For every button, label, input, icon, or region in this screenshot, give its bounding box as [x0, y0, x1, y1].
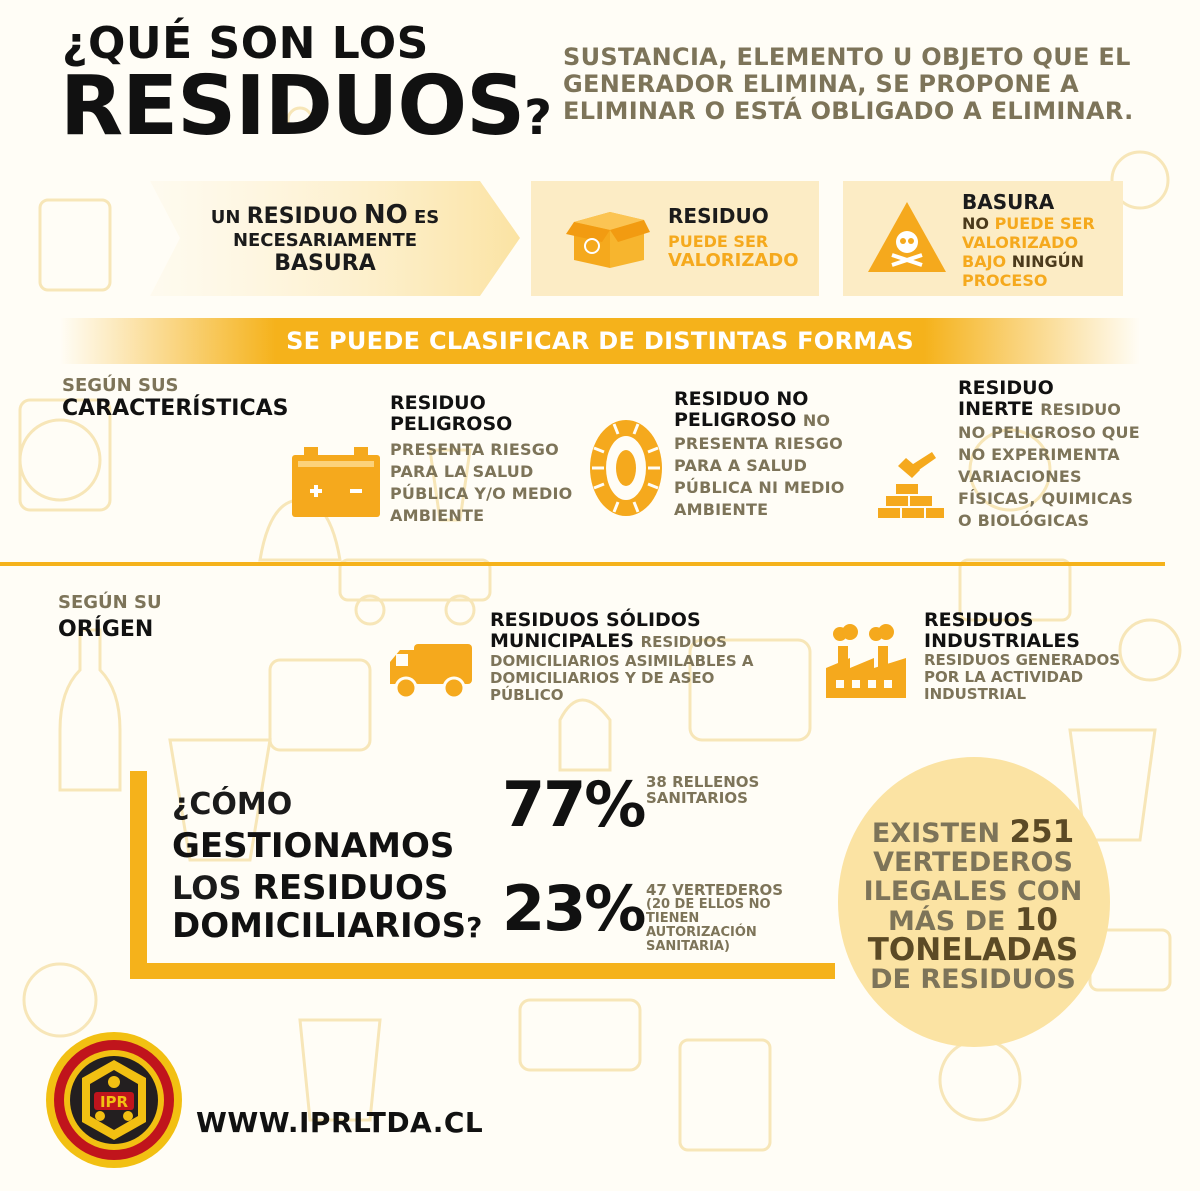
stat-note-line: 38 RELLENOS [646, 773, 760, 791]
stat-note [646, 774, 759, 806]
management-question: ¿CÓMO [172, 787, 293, 822]
category-desc: O BIOLÓGICAS [958, 511, 1090, 530]
arrow-word: ES [413, 207, 440, 228]
origin-desc: DOMICILIARIOS Y DE ASEO [490, 669, 715, 687]
circle-line: DE RESIDUOS [870, 964, 1076, 995]
category-desc: PRESENTA RIESGO [674, 434, 843, 453]
title-word: RESIDUOS [60, 59, 525, 154]
arrow-word: NO [363, 200, 408, 230]
category-title: RESIDUO NO [674, 388, 809, 410]
category-peligroso [390, 393, 572, 527]
title-line-1: ¿QUÉ SON LOS [62, 18, 429, 69]
basura-sub: BAJO [962, 252, 1007, 271]
circle-word: 251 [1009, 814, 1075, 850]
basura-sub: NO [962, 214, 989, 233]
website-url[interactable]: WWW.IPRLTDA.CL [196, 1106, 484, 1139]
label-big: CARACTERÍSTICAS [62, 396, 289, 421]
management-question [172, 906, 482, 946]
category-desc: NO PELIGROSO QUE [958, 423, 1140, 442]
stat-value: 77% [502, 768, 645, 841]
residuo-sub: PUEDE SER [668, 232, 769, 251]
logo-text: IPR [99, 1093, 129, 1111]
origin-desc: RESIDUOS GENERADOS [924, 651, 1121, 669]
label-small: SEGÚN SUS [62, 375, 179, 396]
section-divider [0, 562, 1165, 566]
stat-value: 23% [502, 872, 645, 945]
circle-word: ILEGALES [863, 876, 1008, 907]
recycle-box-icon [566, 198, 650, 276]
arrow-word: UN [210, 207, 241, 228]
circle-word: MÁS DE [887, 906, 1006, 937]
category-desc: PÚBLICA NI MEDIO [674, 478, 845, 497]
factory-icon [822, 624, 910, 698]
stat-note-line: TIENEN [646, 911, 700, 926]
arrow-word: RESIDUO [246, 204, 358, 229]
origin-desc: DOMICILIARIOS ASIMILABLES A [490, 652, 754, 670]
basura-box-text [962, 190, 1095, 290]
management-frame-vertical [130, 771, 147, 979]
arrow-line: NECESARIAMENTE [232, 230, 418, 251]
characteristics-label [62, 375, 289, 421]
circle-line: VERTEDEROS [873, 847, 1073, 878]
definition-text: SUSTANCIA, ELEMENTO U OBJETO QUE EL GENERADOR ELIMINA, SE PROPONE A ELIMINAR O ESTÁ OBLIGADO A ELIMINAR. [563, 43, 1134, 125]
label-small: SEGÚN SU [58, 592, 162, 613]
battery-icon [292, 445, 380, 517]
stat-note-line: SANITARIOS [646, 789, 748, 807]
bricks-trowel-icon [876, 448, 946, 520]
basura-sub: PUEDE SER [994, 214, 1095, 233]
stat-note-line: 47 VERTEDEROS [646, 881, 784, 899]
category-desc: PARA A SALUD [674, 456, 808, 475]
category-desc: AMBIENTE [674, 500, 769, 519]
origin-title: RESIDUOS [924, 609, 1034, 631]
ipr-logo [44, 1030, 184, 1170]
basura-sub: PROCESO [962, 271, 1048, 290]
banner-text: SE PUEDE CLASIFICAR DE DISTINTAS FORMAS [286, 327, 914, 355]
origin-label [58, 592, 162, 642]
garbage-truck-icon [388, 640, 474, 702]
origin-title: INDUSTRIALES [924, 630, 1080, 652]
category-desc: PRESENTA RIESGO [390, 440, 559, 459]
origin-desc: INDUSTRIAL [924, 685, 1027, 703]
residuo-box-text [668, 204, 799, 270]
category-title-tail: NO [802, 411, 830, 430]
origin-title-tail: RESIDUOS [640, 633, 727, 651]
residuo-no-basura-text [180, 200, 470, 276]
circle-word: EXISTEN [871, 818, 1001, 849]
title-question-mark: ? [524, 90, 551, 146]
circle-word: CON [1016, 876, 1083, 907]
circle-word: 10 [1014, 902, 1058, 938]
basura-title: BASURA [962, 190, 1055, 214]
category-desc: PÚBLICA Y/O MEDIO [390, 484, 573, 503]
management-question-word: RESIDUOS [252, 868, 449, 908]
category-desc: PARA LA SALUD [390, 462, 534, 481]
category-title: INERTE [958, 398, 1034, 420]
origin-desc: POR LA ACTIVIDAD [924, 668, 1084, 686]
category-inerte [958, 378, 1140, 532]
stat-note-line: AUTORIZACIÓN [646, 925, 757, 940]
tire-icon [588, 418, 664, 518]
management-question-mark: ? [466, 911, 483, 944]
category-no-peligroso [674, 389, 845, 521]
origin-title: MUNICIPALES [490, 630, 634, 652]
skull-warning-icon [866, 200, 948, 274]
circle-line: TONELADAS [867, 932, 1079, 968]
category-desc: AMBIENTE [390, 506, 485, 525]
category-title: PELIGROSO [674, 409, 797, 431]
origin-title: RESIDUOS SÓLIDOS [490, 609, 701, 631]
page-title [60, 59, 551, 154]
illegal-dumps-text [842, 814, 1104, 995]
category-title-tail: RESIDUO [1040, 400, 1121, 419]
stat-note [646, 882, 783, 954]
origin-desc: PÚBLICO [490, 686, 564, 704]
category-desc: VARIACIONES [958, 467, 1082, 486]
category-title: RESIDUO [958, 377, 1054, 399]
origin-industriales [924, 610, 1120, 703]
stat-note-line: SANITARIA) [646, 939, 730, 954]
arrow-line: BASURA [274, 251, 376, 276]
management-frame-horizontal [130, 963, 835, 979]
category-desc: NO EXPERIMENTA [958, 445, 1120, 464]
management-question-word: LOS [172, 869, 242, 907]
management-question-word: DOMICILIARIOS [172, 906, 467, 946]
basura-sub: NINGÚN [1011, 252, 1084, 271]
stat-note-line: (20 DE ELLOS NO [646, 897, 771, 912]
management-question [172, 868, 448, 908]
category-title: PELIGROSO [390, 413, 513, 435]
category-desc: FÍSICAS, QUIMICAS [958, 489, 1134, 508]
category-title: RESIDUO [390, 392, 486, 414]
residuo-sub: VALORIZADO [668, 250, 799, 271]
management-question: GESTIONAMOS [172, 826, 455, 866]
origin-municipales [490, 610, 754, 704]
label-big: ORÍGEN [58, 617, 154, 642]
residuo-title: RESIDUO [668, 204, 769, 228]
basura-sub: VALORIZADO [962, 233, 1079, 252]
